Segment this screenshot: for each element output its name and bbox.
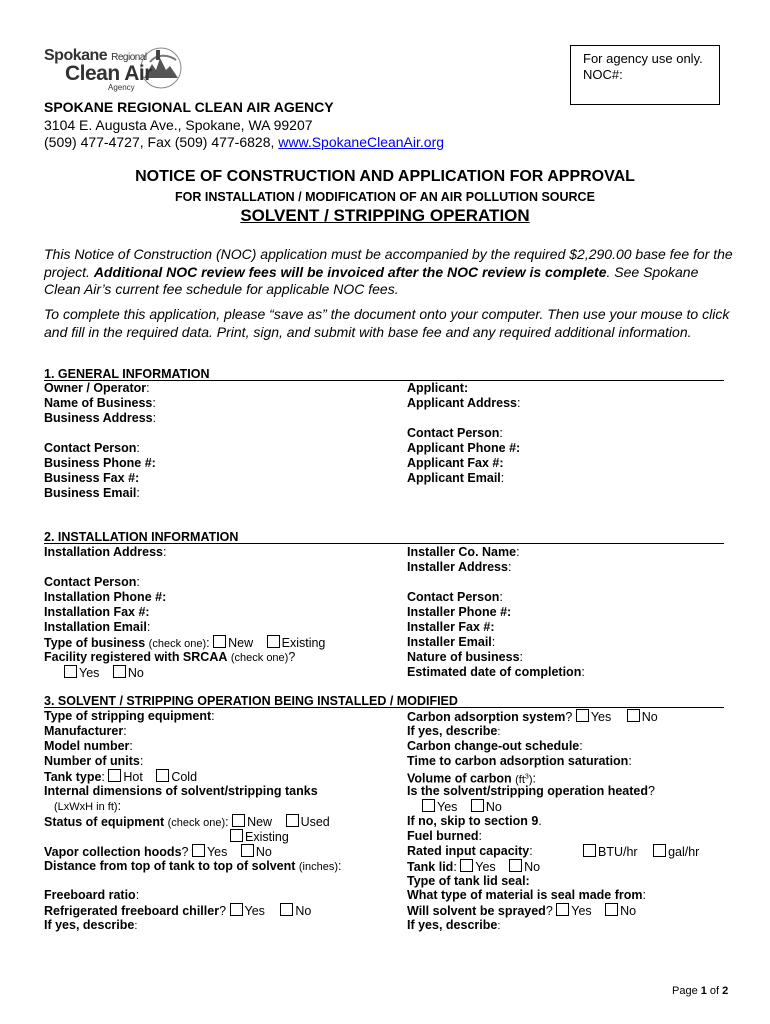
installation-phone-label[interactable]: Installation Phone #: <box>44 590 167 604</box>
agency-use-box <box>570 45 720 105</box>
number-of-units-label[interactable]: Number of units: <box>44 754 144 768</box>
lid-no-checkbox[interactable] <box>509 859 522 872</box>
agency-name: SPOKANE REGIONAL CLEAN AIR AGENCY <box>44 99 334 115</box>
heated-no-label: No <box>485 800 502 814</box>
logo-spokane: Spokane <box>44 47 108 64</box>
applicant-phone-label[interactable]: Applicant Phone #: <box>407 441 521 455</box>
applicant-address-label[interactable]: Applicant Address: <box>407 396 521 410</box>
applicant-email-label[interactable]: Applicant Email: <box>407 471 505 485</box>
btu-checkbox[interactable] <box>583 844 596 857</box>
tank-cold-checkbox[interactable] <box>156 769 169 782</box>
agency-phone-fax: (509) 477-4727, Fax (509) 477-6828, <box>44 134 279 150</box>
section-2-title: 2. INSTALLATION INFORMATION <box>44 530 239 544</box>
sprayed-describe-row[interactable]: If yes, describe: <box>407 918 501 932</box>
business-type-existing-label: Existing <box>281 636 326 650</box>
capacity-units-options <box>583 844 699 860</box>
heated-yes-label: Yes <box>437 800 458 814</box>
skip-note: If no, skip to section 9. <box>407 814 542 828</box>
btu-label: BTU/hr <box>598 845 638 859</box>
chiller-no-checkbox[interactable] <box>280 903 293 916</box>
sprayed-no-checkbox[interactable] <box>605 903 618 916</box>
facility-yes-checkbox[interactable] <box>64 665 77 678</box>
carbon-yes-label: Yes <box>590 710 612 724</box>
section-2-rule <box>44 543 724 544</box>
agency-address: 3104 E. Augusta Ave., Spokane, WA 99207 <box>44 117 313 133</box>
agency-website-link[interactable]: www.SpokaneCleanAir.org <box>278 134 445 150</box>
agency-contact-line <box>44 134 444 150</box>
sprayed-yes-checkbox[interactable] <box>556 903 569 916</box>
applicant-label[interactable]: Applicant: <box>407 381 469 395</box>
facility-check-one-hint: (check one) <box>230 652 289 664</box>
status-used-checkbox[interactable] <box>286 814 299 827</box>
carbon-yes-checkbox[interactable] <box>576 709 589 722</box>
installer-phone-label[interactable]: Installer Phone #: <box>407 605 512 619</box>
vapor-yes-checkbox[interactable] <box>192 844 205 857</box>
seal-material-label[interactable]: What type of material is seal made from: <box>407 888 646 902</box>
facility-registered-row: Facility registered with SRCAA (check one)? <box>44 650 296 664</box>
intro-review-fee-text: Additional NOC review fees will be invoiced after the NOC review is complete <box>93 263 607 280</box>
owner-label[interactable]: Owner / Operator: <box>44 381 150 395</box>
intro-schedule-text: . See Spokane Clean Air’s current fee schedule for applicable NOC fees. <box>44 263 699 297</box>
manufacturer-label[interactable]: Manufacturer: <box>44 724 127 738</box>
sprayed-row: Will solvent be sprayed? Yes No <box>407 904 637 918</box>
facility-yes-label: Yes <box>79 666 100 680</box>
tank-lid-row: Tank lid: Yes No <box>407 860 541 874</box>
status-existing-checkbox[interactable] <box>230 829 243 842</box>
applicant-fax-label[interactable]: Applicant Fax #: <box>407 456 504 470</box>
freeboard-ratio-label[interactable]: Freeboard ratio: <box>44 888 140 902</box>
rated-capacity-row[interactable]: Rated input capacity: <box>407 844 533 858</box>
contact-person-label[interactable]: Contact Person: <box>44 441 140 455</box>
facility-no-label: No <box>127 666 144 680</box>
chiller-yes-checkbox[interactable] <box>230 903 243 916</box>
installer-email-label[interactable]: Installer Email: <box>407 635 496 649</box>
equipment-type-label[interactable]: Type of stripping equipment: <box>44 709 215 723</box>
vapor-no-checkbox[interactable] <box>241 844 254 857</box>
status-existing-label: Existing <box>245 830 289 844</box>
vapor-hoods-label: Vapor collection hoods <box>44 845 182 859</box>
ft3-hint: $(ft^3)$ <box>515 773 533 786</box>
facility-registered-label: Facility registered with SRCAA <box>44 650 228 664</box>
form-subtitle: FOR INSTALLATION / MODIFICATION OF AN AIR POLLUTION SOURCE <box>175 190 595 204</box>
page-number: Page 1 of 2 <box>672 985 729 997</box>
carbon-system-row: Carbon adsorption system? Yes No <box>407 710 658 724</box>
carbon-describe-row[interactable]: If yes, describe: <box>407 724 501 738</box>
business-type-existing-checkbox[interactable] <box>267 635 280 648</box>
business-fax-label[interactable]: Business Fax #: <box>44 471 140 485</box>
business-type-row: Type of business (check one): New Existing <box>44 636 326 650</box>
installation-email-label[interactable]: Installation Email: <box>44 620 151 634</box>
business-name-label[interactable]: Name of Business: <box>44 396 156 410</box>
intro-paragraph-1 <box>44 246 734 299</box>
agency-logo <box>44 44 184 96</box>
form-type-title: SOLVENT / STRIPPING OPERATION <box>240 206 530 225</box>
logo-clean-air: Clean Air <box>65 62 152 85</box>
gal-checkbox[interactable] <box>653 844 666 857</box>
business-type-new-label: New <box>228 636 254 650</box>
rated-capacity-label: Rated input capacity <box>407 844 530 858</box>
intro-fee-text: This Notice of Construction (NOC) application must be accompanied by the required $2,290.00 base fee for the project. <box>44 246 733 280</box>
internal-dimensions-label[interactable]: Internal dimensions of solvent/stripping tanks <box>44 784 318 798</box>
tank-cold-label: Cold <box>171 770 198 784</box>
installer-name-label[interactable]: Installer Co. Name: <box>407 545 520 559</box>
vapor-hoods-row: Vapor collection hoods? Yes No <box>44 845 272 859</box>
tank-type-row: Tank type: Hot Cold <box>44 770 198 784</box>
sprayed-no-label: No <box>620 904 637 918</box>
equipment-status-row: Status of equipment (check one): New Used <box>44 815 330 829</box>
carbon-volume-label: Volume of carbon <box>407 771 512 786</box>
installer-contact-label[interactable]: Contact Person: <box>407 590 503 604</box>
lid-no-label: No <box>524 860 541 874</box>
facility-registered-options <box>64 665 144 681</box>
status-existing-option <box>230 829 289 845</box>
changeout-schedule-label[interactable]: Carbon change-out schedule: <box>407 739 583 753</box>
equipment-status-label: Status of equipment <box>44 815 165 829</box>
logo-agency: Agency <box>108 83 135 92</box>
carbon-system-label: Carbon adsorption system <box>407 710 566 724</box>
status-check-one-hint: (check one) <box>167 817 226 829</box>
tank-hot-checkbox[interactable] <box>108 769 121 782</box>
section-3-rule <box>44 707 724 708</box>
section-1-title: 1. GENERAL INFORMATION <box>44 367 210 381</box>
vapor-no-label: No <box>255 845 272 859</box>
gal-label: gal/hr <box>668 845 700 859</box>
carbon-no-checkbox[interactable] <box>627 709 640 722</box>
saturation-time-label[interactable]: Time to carbon adsorption saturation: <box>407 754 632 768</box>
carbon-volume-row[interactable]: Volume of carbon $(ft^3)$: <box>407 771 536 786</box>
form-title: NOTICE OF CONSTRUCTION AND APPLICATION FOR APPROVAL <box>135 168 635 185</box>
heated-yes-checkbox[interactable] <box>422 799 435 812</box>
installer-address-label[interactable]: Installer Address: <box>407 560 512 574</box>
agency-use-label: For agency use only. <box>583 51 703 66</box>
lid-yes-checkbox[interactable] <box>460 859 473 872</box>
sprayed-label: Will solvent be sprayed <box>407 904 546 918</box>
install-contact-label[interactable]: Contact Person: <box>44 575 140 589</box>
distance-label: Distance from top of tank to top of solvent <box>44 859 296 873</box>
fuel-burned-label[interactable]: Fuel burned: <box>407 829 483 843</box>
logo-regional: Regional <box>111 52 147 63</box>
facility-no-checkbox[interactable] <box>113 665 126 678</box>
chiller-row: Refrigerated freeboard chiller? Yes No <box>44 904 312 918</box>
business-phone-label[interactable]: Business Phone #: <box>44 456 156 470</box>
check-one-hint: (check one) <box>148 638 207 650</box>
heated-no-checkbox[interactable] <box>471 799 484 812</box>
sprayed-describe-label: If yes, describe <box>407 918 498 932</box>
heated-label: Is the solvent/stripping operation heated <box>407 784 649 798</box>
section-3-title: 3. SOLVENT / STRIPPING OPERATION BEING INSTALLED / MODIFIED <box>44 694 458 708</box>
lwh-hint: (LxWxH in ft) <box>54 801 118 813</box>
lid-yes-label: Yes <box>475 860 496 874</box>
carbon-describe-label: If yes, describe <box>407 724 498 738</box>
tank-hot-label: Hot <box>123 770 143 784</box>
business-address-label[interactable]: Business Address: <box>44 411 157 425</box>
applicant-contact-label[interactable]: Contact Person: <box>407 426 503 440</box>
heated-options <box>422 799 502 815</box>
business-email-label[interactable]: Business Email: <box>44 486 140 500</box>
nature-of-business-label[interactable]: Nature of business: <box>407 650 524 664</box>
intro-paragraph-2: To complete this application, please “save as” the document onto your computer. Then use your mouse to click and fill in the required data. Print, sign, and submit with base fee and any required additional information. <box>44 306 730 340</box>
installation-fax-label[interactable]: Installation Fax #: <box>44 605 150 619</box>
lwh-hint-row: (LxWxH in ft): <box>54 799 122 813</box>
chiller-describe-label: If yes, describe <box>44 918 135 932</box>
completion-date-label[interactable]: Estimated date of completion: <box>407 665 585 679</box>
status-new-checkbox[interactable] <box>232 814 245 827</box>
business-type-label: Type of business <box>44 636 146 650</box>
business-type-new-checkbox[interactable] <box>213 635 226 648</box>
distance-row[interactable]: Distance from top of tank to top of solvent (inches): <box>44 859 342 873</box>
installer-fax-label[interactable]: Installer Fax #: <box>407 620 495 634</box>
installation-address-label[interactable]: Installation Address: <box>44 545 167 559</box>
chiller-label: Refrigerated freeboard chiller <box>44 904 220 918</box>
noc-number-label: NOC#: <box>583 67 623 82</box>
chiller-no-label: No <box>295 904 312 918</box>
heated-row: Is the solvent/stripping operation heated? <box>407 784 655 798</box>
tank-lid-label: Tank lid <box>407 860 454 874</box>
vapor-yes-label: Yes <box>206 845 228 859</box>
carbon-no-label: No <box>641 710 658 724</box>
tank-type-label: Tank type <box>44 770 102 784</box>
inches-hint: (inches) <box>298 861 339 873</box>
chiller-describe-row[interactable]: If yes, describe: <box>44 918 138 932</box>
model-number-label[interactable]: Model number: <box>44 739 133 753</box>
chiller-yes-label: Yes <box>244 904 265 918</box>
lid-seal-label[interactable]: Type of tank lid seal: <box>407 874 530 888</box>
sprayed-yes-label: Yes <box>571 904 592 918</box>
status-new-label: New <box>247 815 273 829</box>
status-used-label: Used <box>300 815 330 829</box>
